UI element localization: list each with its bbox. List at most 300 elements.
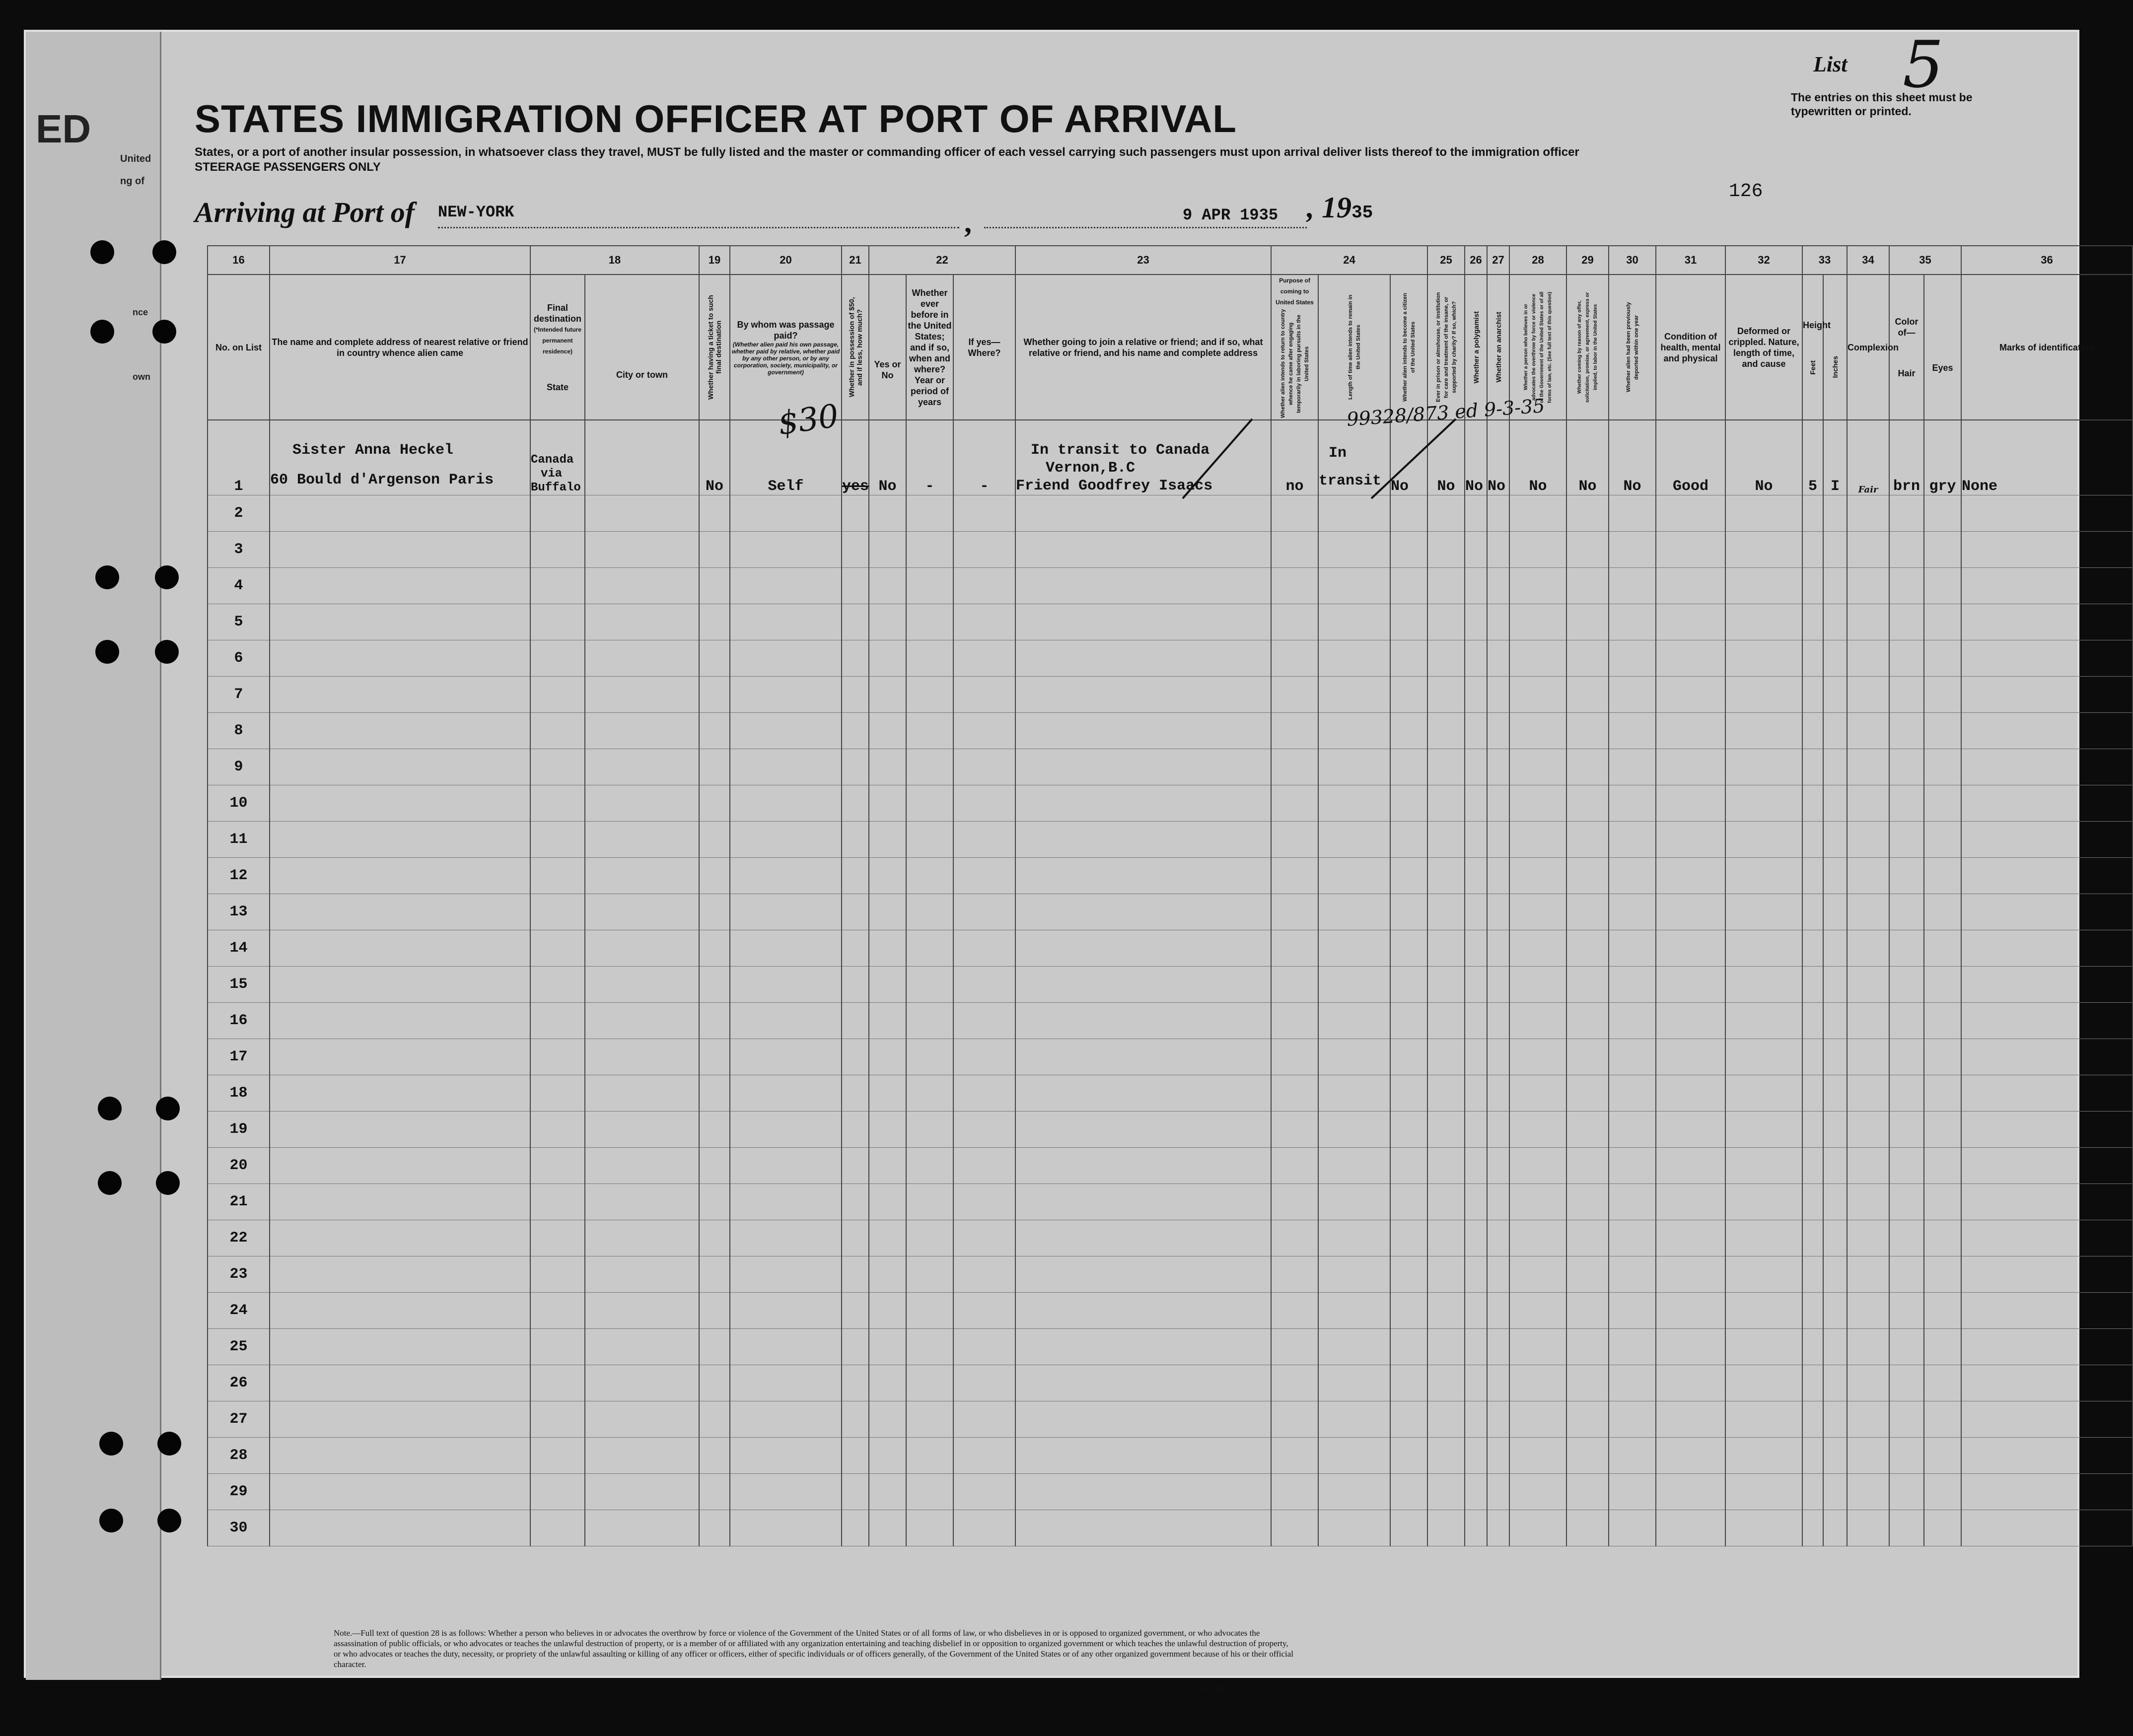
empty-cell [1889,495,1924,532]
header-q28-text: Whether a person who believes in or advocates the overthrow by force or violence of the Government of the United States or of all forms of law, etc. (See full text of this question) [1523,291,1553,403]
empty-cell [1656,713,1725,749]
empty-cell [842,785,869,822]
empty-cell [270,858,530,894]
empty-cell [1802,1003,1823,1039]
empty-cell [1271,1148,1318,1184]
empty-cell [1318,1256,1390,1293]
empty-cell [1390,713,1427,749]
empty-cell [1802,1474,1823,1510]
empty-cell [1015,967,1271,1003]
empty-cell [1889,1401,1924,1438]
empty-cell [1961,495,2133,532]
column-number: 23 [1015,246,1271,275]
previous-sheet-fragment: nce [133,307,148,317]
punch-hole [90,240,114,264]
empty-cell [1390,1474,1427,1510]
empty-cell [869,1111,906,1148]
header-money-text: Whether in possession of $50, and if less, how much? [847,297,863,398]
table-row [208,1401,2133,1438]
empty-cell [1961,749,2133,785]
empty-cell [906,1148,953,1184]
empty-cell [1015,713,1271,749]
empty-cell [906,1474,953,1510]
empty-cell [1015,1293,1271,1329]
empty-cell [1509,749,1566,785]
row-number: 13 [208,894,270,930]
row-number: 25 [208,1329,270,1365]
table-row [208,1003,2133,1039]
header-eyes [1924,275,1961,420]
row-number: 19 [208,1111,270,1148]
empty-cell [1924,1256,1961,1293]
empty-cell [1802,677,1823,713]
empty-cell [1609,1003,1656,1039]
empty-cell [530,1220,585,1256]
empty-cell [1889,1148,1924,1184]
empty-cell [1609,1293,1656,1329]
empty-cell [1924,677,1961,713]
empty-cell [842,495,869,532]
empty-cell [730,1256,842,1293]
empty-cell [1924,1365,1961,1401]
empty-cell [953,568,1015,604]
empty-cell [869,1474,906,1510]
header-feet [1802,275,1831,420]
header-hair-text: Hair [1898,368,1916,378]
empty-cell [1961,930,2133,967]
column-number: 16 [208,246,270,275]
empty-cell [1465,1329,1487,1365]
empty-cell [1961,1003,2133,1039]
empty-cell [1566,1438,1609,1474]
row-number: 4 [208,568,270,604]
empty-cell [585,677,699,713]
empty-cell [585,713,699,749]
empty-cell [1271,1220,1318,1256]
empty-cell [1609,640,1656,677]
empty-cell [1318,1510,1390,1546]
empty-cell [1271,749,1318,785]
empty-cell [953,967,1015,1003]
empty-cell [1566,1148,1609,1184]
header-inches [1823,275,1847,420]
cell-where: - [953,420,1015,495]
header-state-label: State [546,382,569,392]
empty-cell [869,1510,906,1546]
empty-cell [585,1256,699,1293]
form-code: 14—490 [1198,1685,1225,1693]
empty-cell [1889,1293,1924,1329]
empty-cell [1465,894,1487,930]
empty-cell [270,568,530,604]
empty-cell [730,1148,842,1184]
empty-cell [1427,1510,1465,1546]
empty-cell [1566,894,1609,930]
empty-cell [1656,568,1725,604]
empty-cell [1271,967,1318,1003]
empty-cell [1427,1474,1465,1510]
header-purpose-b-text: Length of time alien intends to remain in the United States [1347,294,1361,400]
empty-cell [1465,568,1487,604]
empty-cell [585,1184,699,1220]
previous-sheet-fragment: ng of [120,176,144,187]
empty-cell [730,1438,842,1474]
empty-cell [1823,1111,1847,1148]
empty-cell [1656,1039,1725,1075]
cell-money: yes [842,420,869,495]
empty-cell [699,1510,730,1546]
empty-cell [1802,930,1823,967]
empty-cell [1318,1401,1390,1438]
row-number: 11 [208,822,270,858]
empty-cell [1566,604,1609,640]
empty-cell [730,785,842,822]
empty-cell [1847,749,1889,785]
empty-cell [730,1474,842,1510]
empty-cell [842,1039,869,1075]
empty-cell [530,1184,585,1220]
empty-cell [1725,532,1802,568]
empty-cell [1566,1510,1609,1546]
empty-cell [1566,1039,1609,1075]
table-row [208,568,2133,604]
empty-cell [585,1474,699,1510]
column-number: 18 [530,246,699,275]
empty-cell [1509,967,1566,1003]
header-ticket [699,275,730,420]
joining-line: Friend Goodfrey Isaacs [1016,478,1213,494]
empty-cell [1487,677,1509,713]
empty-cell [953,1184,1015,1220]
empty-cell [1924,822,1961,858]
empty-cell [1427,568,1465,604]
empty-cell [953,495,1015,532]
empty-cell [1889,677,1924,713]
empty-cell [1847,1293,1889,1329]
empty-cell [1961,604,2133,640]
empty-cell [1271,677,1318,713]
header-deformed: Deformed or crippled. Nature, length of time, and cause [1725,275,1802,420]
empty-cell [869,713,906,749]
empty-cell [906,1401,953,1438]
empty-cell [1802,1438,1823,1474]
header-period [906,275,953,420]
empty-cell [1924,858,1961,894]
empty-cell [1889,640,1924,677]
empty-cell [1725,1293,1802,1329]
empty-cell [1725,713,1802,749]
empty-cell [270,495,530,532]
empty-cell [1271,640,1318,677]
empty-cell [953,1148,1015,1184]
empty-cell [1924,1148,1961,1184]
empty-cell [530,1075,585,1111]
empty-cell [1509,1220,1566,1256]
empty-cell [953,532,1015,568]
empty-cell [1318,568,1390,604]
empty-cell [1847,858,1889,894]
empty-cell [530,1510,585,1546]
empty-cell [270,785,530,822]
empty-cell [1847,1111,1889,1148]
empty-cell [842,1003,869,1039]
list-number: 5 [1903,27,1944,102]
empty-cell [1847,1256,1889,1293]
empty-cell [270,1510,530,1546]
empty-cell [1725,1003,1802,1039]
empty-cell [869,894,906,930]
empty-cell [906,1438,953,1474]
column-number: 34 [1847,246,1889,275]
table-row [208,1365,2133,1401]
empty-cell [270,677,530,713]
empty-cell [1961,1220,2133,1256]
empty-cell [906,1293,953,1329]
empty-cell [1427,822,1465,858]
row-number: 23 [208,1256,270,1293]
punch-hole [99,1432,123,1456]
cell-ticket: No [699,420,730,495]
empty-cell [906,568,953,604]
arrival-line [195,196,415,229]
empty-cell [1465,677,1487,713]
row-number: 8 [208,713,270,749]
empty-cell [869,1438,906,1474]
empty-cell [1509,1111,1566,1148]
empty-cell [1390,532,1427,568]
empty-cell [1802,713,1823,749]
empty-cell [1725,1220,1802,1256]
empty-cell [842,1075,869,1111]
empty-cell [953,1256,1015,1293]
cell-polygamist: No [1465,420,1487,495]
empty-cell [1390,640,1427,677]
empty-cell [585,1039,699,1075]
empty-cell [953,894,1015,930]
steerage-label: STEERAGE PASSENGERS ONLY [195,160,381,174]
empty-cell [1847,1365,1889,1401]
empty-cell [585,495,699,532]
empty-cell [1566,930,1609,967]
empty-cell [1566,713,1609,749]
empty-cell [1271,1474,1318,1510]
empty-cell [953,749,1015,785]
table-row [208,749,2133,785]
empty-cell [1390,894,1427,930]
empty-cell [1566,1111,1609,1148]
empty-cell [1924,713,1961,749]
empty-cell [1509,930,1566,967]
joining-line: Vernon,B.C [1046,460,1136,477]
empty-cell [842,568,869,604]
empty-cell [1271,1438,1318,1474]
empty-cell [842,1365,869,1401]
empty-cell [1823,604,1847,640]
empty-cell [1889,894,1924,930]
row-number: 7 [208,677,270,713]
handwritten-file-note: 99328/873 ed 9-3-35 [1346,395,1546,430]
empty-cell [270,749,530,785]
empty-cell [953,713,1015,749]
empty-cell [1889,1329,1924,1365]
empty-cell [585,532,699,568]
empty-cell [730,1401,842,1438]
empty-cell [1015,1474,1271,1510]
punch-hole [98,1097,122,1120]
empty-cell [1465,1039,1487,1075]
empty-cell [1318,1474,1390,1510]
empty-cell [1656,677,1725,713]
empty-cell [1271,568,1318,604]
empty-cell [699,1039,730,1075]
empty-cell [270,967,530,1003]
empty-cell [1725,604,1802,640]
empty-cell [1961,640,2133,677]
empty-cell [1802,1365,1823,1401]
empty-cell [730,495,842,532]
empty-cell [869,858,906,894]
empty-cell [530,822,585,858]
empty-cell [1847,640,1889,677]
empty-cell [1318,604,1390,640]
empty-cell [1847,1075,1889,1111]
empty-cell [1609,568,1656,604]
empty-cell [1802,785,1823,822]
empty-cell [1802,967,1823,1003]
empty-cell [842,1220,869,1256]
empty-cell [906,894,953,930]
empty-cell [1390,785,1427,822]
empty-cell [1465,1220,1487,1256]
empty-cell [270,1293,530,1329]
cell-eyes: gry [1924,420,1961,495]
empty-cell [1271,1293,1318,1329]
empty-cell [1656,1329,1725,1365]
empty-cell [1609,858,1656,894]
empty-cell [1656,604,1725,640]
empty-cell [699,604,730,640]
empty-cell [1823,495,1847,532]
empty-cell [1015,677,1271,713]
empty-cell [1924,749,1961,785]
empty-cell [1509,894,1566,930]
empty-cell [270,713,530,749]
column-number: 24 [1271,246,1427,275]
empty-cell [1271,785,1318,822]
table-row [208,1510,2133,1546]
empty-cell [953,1365,1015,1401]
empty-cell [869,1256,906,1293]
header-yes-no-text: Yes or No [874,359,901,380]
empty-cell [1015,1184,1271,1220]
empty-cell [1823,822,1847,858]
empty-cell [270,894,530,930]
empty-cell [1509,1039,1566,1075]
row-number: 1 [208,420,270,495]
empty-cell [1465,1256,1487,1293]
empty-cell [906,677,953,713]
empty-cell [1487,1510,1509,1546]
row-number: 26 [208,1365,270,1401]
empty-cell [869,1220,906,1256]
empty-cell [1924,894,1961,930]
empty-cell [1487,1075,1509,1111]
empty-cell [1487,1329,1509,1365]
empty-cell [1924,1220,1961,1256]
empty-cell [1318,822,1390,858]
empty-cell [1725,1075,1802,1111]
column-number: 30 [1609,246,1656,275]
empty-cell [1802,495,1823,532]
empty-cell [1509,1474,1566,1510]
empty-cell [1566,1256,1609,1293]
empty-cell [585,1148,699,1184]
row-number: 20 [208,1148,270,1184]
empty-cell [1427,1111,1465,1148]
row-number: 2 [208,495,270,532]
empty-cell [1318,640,1390,677]
empty-cell [1509,713,1566,749]
empty-cell [730,930,842,967]
empty-cell [585,1075,699,1111]
empty-cell [1390,1220,1427,1256]
empty-cell [1924,1474,1961,1510]
empty-cell [1487,495,1509,532]
empty-cell [1847,1184,1889,1220]
empty-cell [1427,1039,1465,1075]
column-number: 29 [1566,246,1609,275]
row-number: 24 [208,1293,270,1329]
empty-cell [1015,532,1271,568]
header-final-destination-note: (*Intended future permanent residence) [534,326,581,355]
empty-cell [1465,749,1487,785]
empty-cell [1390,930,1427,967]
punch-hole [155,640,179,664]
empty-cell [1656,532,1725,568]
empty-cell [953,822,1015,858]
empty-cell [1390,1510,1427,1546]
column-number: 36 [1961,246,2133,275]
empty-cell [1802,604,1823,640]
empty-cell [1487,1111,1509,1148]
empty-cell [953,640,1015,677]
empty-cell [1802,1329,1823,1365]
empty-cell [1509,858,1566,894]
header-q29-text: Whether coming by reason of any offer, solicitation, promise, or agreement, express or implied, to labor in the United States [1576,292,1598,403]
empty-cell [953,1438,1015,1474]
column-number: 32 [1725,246,1802,275]
empty-cell [1961,894,2133,930]
empty-cell [1961,1510,2133,1546]
empty-cell [1656,1293,1725,1329]
row-number: 14 [208,930,270,967]
empty-cell [1889,749,1924,785]
empty-cell [1566,785,1609,822]
punch-hole [157,1432,181,1456]
empty-cell [1847,785,1889,822]
empty-cell [953,1401,1015,1438]
cell-relative [270,420,530,495]
empty-cell [1924,1401,1961,1438]
empty-cell [953,1111,1015,1148]
empty-cell [1487,532,1509,568]
empty-cell [1487,1184,1509,1220]
empty-cell [1847,1039,1889,1075]
empty-cell [1847,1220,1889,1256]
empty-cell [1465,822,1487,858]
empty-cell [906,749,953,785]
empty-cell [906,1075,953,1111]
